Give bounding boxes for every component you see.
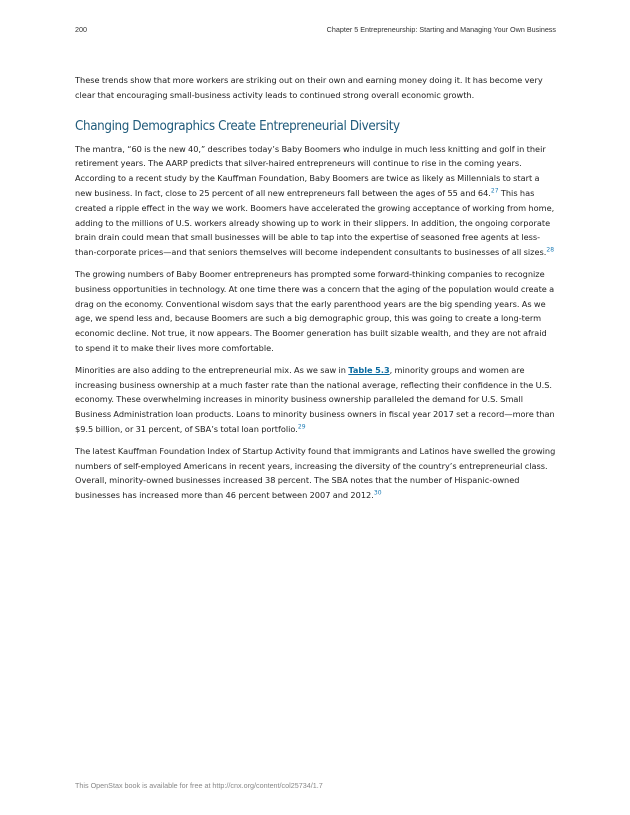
footnote-ref-29[interactable]: 29 [297,423,306,431]
page-header [75,25,556,34]
paragraph-text: , minority groups and women are increasing business ownership at a much faster rate than the national average, reflecting their confidence in the U.S. economy. These overwhelming increases in minority business ownership paralleled the demand for U.S. Small Business Administration loan products. Loans to minority business owners in fiscal year 2017 set a record—more than $9.5 billion, or 31 percent, of SBA’s total loan portfolio. [75,364,555,434]
paragraph-text: Minorities are also adding to the entrepreneurial mix. As we saw in [75,364,349,375]
paragraph-kauffman-index [75,444,556,503]
page-number: 200 [75,25,87,34]
page-content [75,73,556,510]
paragraph-economy: The growing numbers of Baby Boomer entrepreneurs has prompted some forward-thinking companies to recognize business opportunities in technology. At one time there was a concern that the aging of the population would create a drag on the economy. Conventional wisdom says that the early parenthood years are the big spending years. As we age, we spend less and, because Boomers are such a big demographic group, this was going to create a long-term economic decline. Not true, it now appears. The Boomer generation has built sizable wealth, and they are not afraid to spend it to make their lives more comfortable. [75,268,555,353]
footnote-ref-27[interactable]: 27 [490,187,499,195]
intro-paragraph: These trends show that more workers are striking out on their own and earning money doing it. It has become very clear that encouraging small-business activity leads to continued strong overall economic growth. [75,75,543,100]
chapter-title: Chapter 5 Entrepreneurship: Starting and Managing Your Own Business [326,25,556,34]
footnote-ref-30[interactable]: 30 [373,489,382,497]
section-heading: Changing Demographics Create Entrepreneurial Diversity [75,118,400,134]
paragraph-text: The mantra, “60 is the new 40,” describes today’s Baby Boomers who indulge in much less knitting and golf in their retirement years. The AARP predicts that silver-haired entrepreneurs will continue to rise in the coming years. According to a recent study by the Kauffman Foundation, Baby Boomers are twice as likely as Millennials to start a new business. In fact, close to 25 percent of all new entrepreneurs fall between the ages of 55 and 64. [75,143,546,198]
table-link[interactable]: Table 5.3 [348,364,390,375]
paragraph-text: This has created a ripple effect in the way we work. Boomers have accelerated the growing acceptance of working from home, adding to the millions of U.S. workers already showing up to work in their slippers. In addition, the ongoing corporate brain drain could mean that small businesses will be able to tap into the expertise of seasoned free agents at less-than-corporate prices—and that seniors themselves will become independent consultants to businesses of all sizes. [75,187,555,258]
paragraph-minorities [75,363,556,437]
paragraph-baby-boomers [75,142,556,260]
paragraph-text: The latest Kauffman Foundation Index of Startup Activity found that immigrants and Latinos have swelled the growing numbers of self-employed Americans in recent years, increasing the diversity of the country’s entrepreneurial class. Overall, minority-owned businesses increased 38 percent. The SBA notes that the number of Hispanic-owned businesses has increased more than 46 percent between 2007 and 2012. [75,445,556,501]
footnote-ref-28[interactable]: 28 [546,246,555,254]
page-footer: This OpenStax book is available for free at http://cnx.org/content/col25734/1.7 [75,781,323,790]
